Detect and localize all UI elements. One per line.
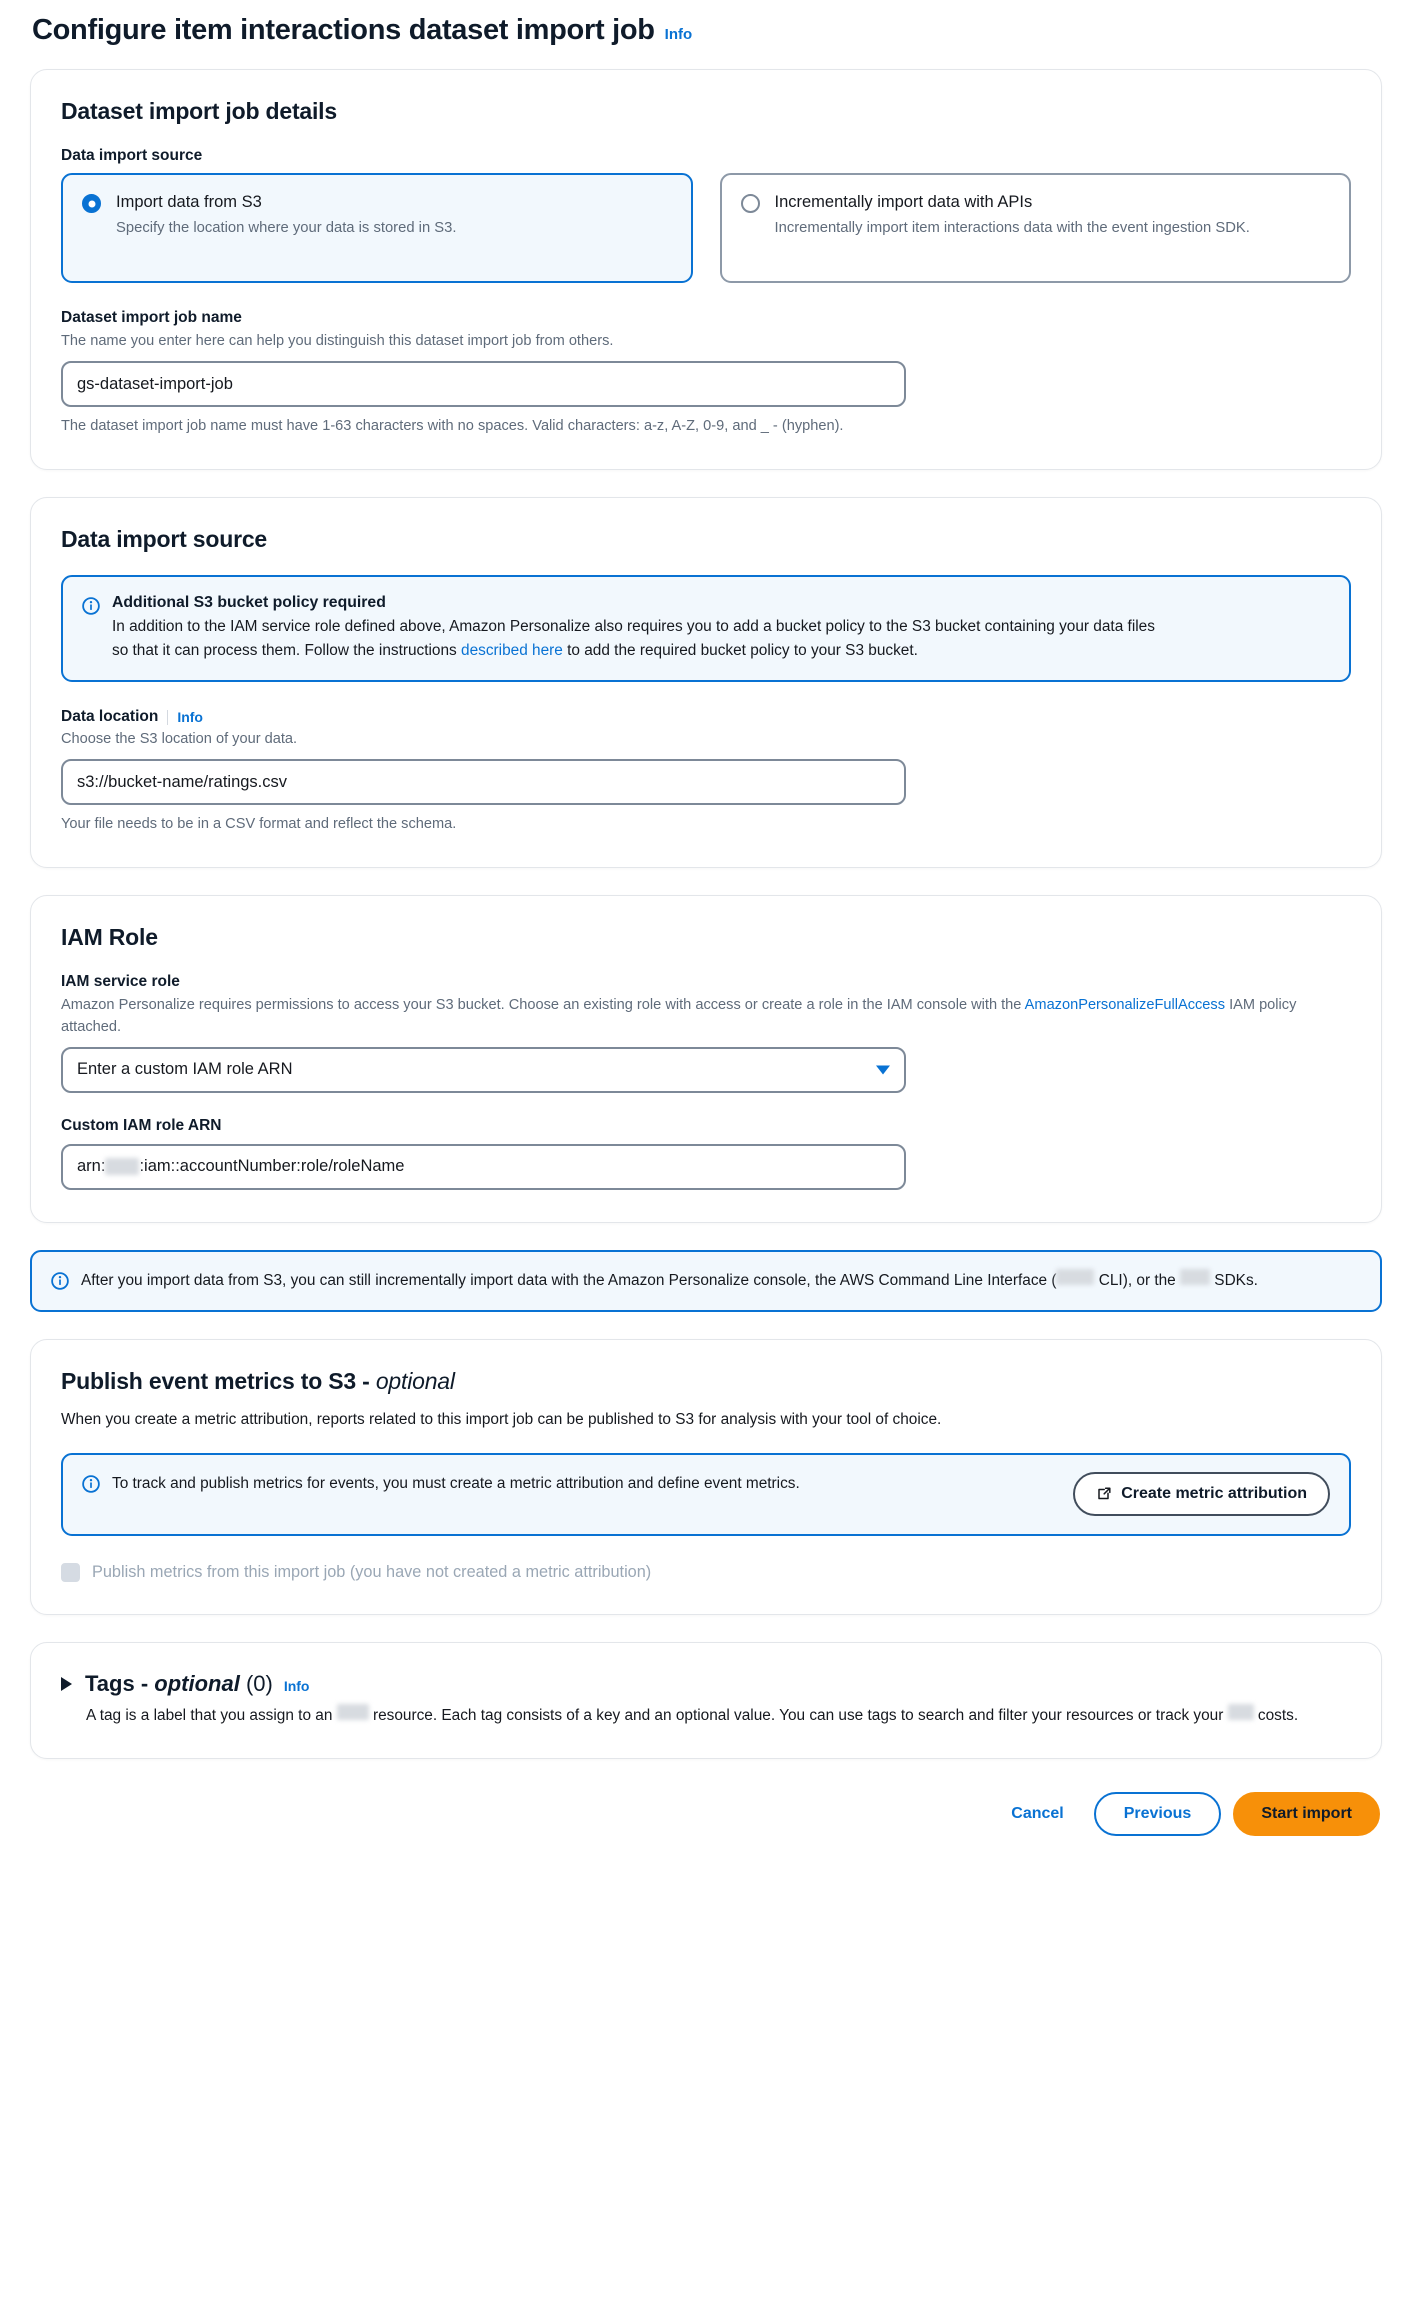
arn-prefix: arn:	[77, 1157, 106, 1176]
data-location-label: Data location	[61, 708, 159, 726]
page-header	[30, 0, 1382, 69]
page-info-link[interactable]: Info	[664, 26, 693, 43]
iam-service-role-select-wrap	[61, 1047, 906, 1093]
publish-metrics-title-main: Publish event metrics to S3	[61, 1368, 363, 1395]
data-import-source-label: Data import source	[61, 147, 203, 164]
redacted-partition	[105, 1158, 139, 1175]
alert-text	[112, 615, 1172, 662]
amazon-personalize-full-access-link[interactable]: AmazonPersonalizeFullAccess	[1024, 997, 1226, 1014]
page-title: Configure item interactions dataset import job	[32, 14, 655, 46]
tags-info-link[interactable]: Info	[283, 1678, 310, 1695]
iam-desc-before: Amazon Personalize requires permissions to access your S3 bucket. Choose an existing role with access or create a role in the IAM console with the	[61, 997, 1025, 1014]
iam-service-role-description	[61, 995, 1316, 1037]
info-circle-icon	[51, 1272, 69, 1290]
incremental-import-info-banner	[30, 1250, 1382, 1312]
tags-desc-2: resource. Each tag consists of a key and an optional value. You can use tags to search and filter your resources or track your	[368, 1707, 1228, 1725]
radio-tile-title: Incrementally import data with APIs	[774, 193, 1033, 211]
dataset-import-job-name-description: The name you enter here can help you distinguish this dataset import job from others.	[61, 333, 614, 349]
alert-text-after: to add the required bucket policy to your S3 bucket.	[562, 641, 918, 659]
tags-title-main: Tags -	[85, 1671, 155, 1697]
tags-header[interactable]	[61, 1671, 1351, 1697]
radio-incremental-apis[interactable]	[741, 194, 760, 213]
info-circle-icon	[82, 597, 100, 615]
iam-role-card	[30, 895, 1382, 1222]
label-divider	[167, 710, 168, 725]
previous-button[interactable]: Previous	[1094, 1792, 1222, 1836]
iam-service-role-select-value: Enter a custom IAM role ARN	[77, 1060, 293, 1079]
alert-title: Additional S3 bucket policy required	[112, 594, 386, 612]
redacted-aws-2	[1180, 1269, 1210, 1285]
redacted-aws-1	[1056, 1269, 1094, 1285]
radio-tile-title: Import data from S3	[116, 193, 262, 211]
data-import-source-radio-group	[61, 173, 1351, 283]
s3-bucket-policy-alert	[61, 575, 1351, 682]
arn-suffix: :iam::accountNumber:role/roleName	[139, 1157, 405, 1176]
custom-iam-role-arn-label: Custom IAM role ARN	[61, 1116, 222, 1134]
tags-description	[86, 1704, 1316, 1728]
metric-attribution-alert-text: To track and publish metrics for events, you must create a metric attribution and define event metrics.	[112, 1475, 800, 1493]
iam-role-card-title: IAM Role	[61, 924, 158, 951]
incremental-note-text	[81, 1269, 1311, 1292]
described-here-link[interactable]: described here	[461, 641, 563, 659]
data-location-info-link[interactable]: Info	[177, 709, 203, 726]
iam-desc-after: IAM policy attached.	[61, 997, 1297, 1035]
publish-event-metrics-card	[30, 1339, 1382, 1615]
tags-card	[30, 1642, 1382, 1759]
custom-iam-role-arn-input[interactable]	[61, 1144, 906, 1190]
metric-attribution-alert	[61, 1453, 1351, 1536]
dataset-import-job-details-card	[30, 69, 1382, 470]
info-circle-icon	[82, 1475, 100, 1493]
dataset-import-job-name-hint: The dataset import job name must have 1-63 characters with no spaces. Valid characters: a-z, A-Z, 0-9, and _ - (hyphen).	[61, 418, 844, 435]
data-location-input[interactable]	[61, 759, 906, 805]
tags-desc-3: costs.	[1253, 1707, 1299, 1725]
data-location-description: Choose the S3 location of your data.	[61, 731, 298, 748]
data-import-source-card-title: Data import source	[61, 526, 268, 553]
redacted-aws-tags-1	[337, 1704, 369, 1720]
iam-service-role-label: IAM service role	[61, 973, 180, 991]
radio-tile-description: Specify the location where your data is stored in S3.	[116, 219, 457, 236]
create-metric-attribution-label: Create metric attribution	[1121, 1485, 1307, 1503]
data-location-label-row	[61, 708, 1351, 726]
alert-text-before: In addition to the IAM service role defined above, Amazon Personalize also requires you to add a bucket policy to the S3 bucket containing your data files so that it can process them. Follow the instructions	[112, 618, 1155, 659]
note-text-3: SDKs.	[1210, 1271, 1258, 1289]
publish-metrics-checkbox[interactable]	[61, 1563, 80, 1582]
note-text-2: CLI), or the	[1094, 1271, 1181, 1289]
publish-metrics-title-optional: optional	[375, 1368, 455, 1395]
dataset-import-job-name-input[interactable]	[61, 361, 906, 407]
publish-metrics-title	[61, 1368, 1351, 1395]
create-metric-attribution-button[interactable]	[1073, 1472, 1330, 1516]
data-import-source-card	[30, 497, 1382, 868]
caret-right-icon[interactable]	[61, 1677, 72, 1691]
publish-metrics-checkbox-row[interactable]	[61, 1563, 1351, 1582]
publish-metrics-checkbox-label: Publish metrics from this import job (you have not created a metric attribution)	[92, 1563, 652, 1582]
note-text-1: After you import data from S3, you can still incrementally import data with the Amazon Personalize console, the AWS Command Line Interface (	[81, 1271, 1057, 1289]
details-card-title: Dataset import job details	[61, 98, 337, 124]
footer-actions	[30, 1786, 1382, 1836]
tags-title-optional: optional	[154, 1671, 240, 1697]
custom-iam-role-arn-wrap	[61, 1144, 906, 1190]
tags-count: (0)	[245, 1671, 273, 1697]
start-import-button[interactable]: Start import	[1233, 1792, 1380, 1836]
redacted-aws-tags-2	[1228, 1704, 1254, 1720]
data-location-hint: Your file needs to be in a CSV format and reflect the schema.	[61, 816, 457, 833]
publish-metrics-description: When you create a metric attribution, reports related to this import job can be published to S3 for analysis with your tool of choice.	[61, 1411, 942, 1429]
publish-metrics-title-dash: -	[362, 1368, 376, 1395]
dataset-import-job-name-label: Dataset import job name	[61, 309, 242, 326]
external-link-icon	[1096, 1486, 1112, 1502]
tags-desc-1: A tag is a label that you assign to an	[86, 1707, 337, 1725]
radio-tile-description: Incrementally import item interactions data with the event ingestion SDK.	[774, 219, 1250, 236]
radio-import-from-s3[interactable]	[82, 194, 101, 213]
iam-service-role-select[interactable]	[61, 1047, 906, 1093]
tags-title	[85, 1671, 273, 1697]
cancel-button[interactable]: Cancel	[993, 1792, 1081, 1836]
radio-tile-import-from-s3[interactable]	[61, 173, 693, 283]
radio-tile-incremental-apis[interactable]	[720, 173, 1352, 283]
